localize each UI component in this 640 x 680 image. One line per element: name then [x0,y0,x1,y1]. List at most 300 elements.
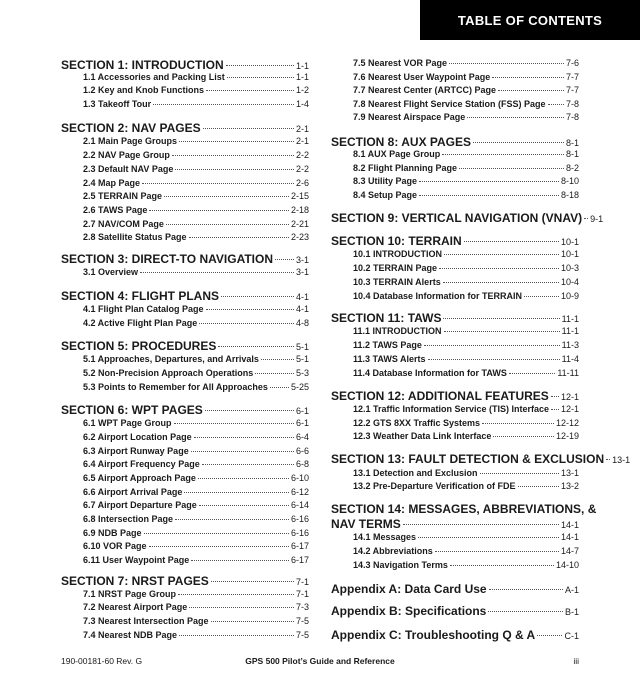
dot-leader [464,241,559,242]
toc-subsection-entry [61,354,309,364]
toc-subsection-entry [331,263,579,273]
toc-entry-page: 2-18 [290,205,309,215]
dot-leader [153,104,294,105]
toc-entry-page: 11-1 [561,326,579,336]
toc-subsection-entry [61,99,309,109]
toc-entry-page: 3-1 [295,255,309,265]
dot-leader [164,196,289,197]
toc-subsection-entry [61,191,309,201]
toc-entry-title: Appendix C: Troubleshooting Q & A [331,628,536,642]
toc-entry-page: 9-1 [590,214,604,224]
toc-entry-title: 6.11 User Waypoint Page [83,555,190,565]
footer-page-number: iii [573,656,579,666]
dot-leader [261,359,294,360]
dot-leader [199,323,294,324]
toc-entry-title: 6.4 Airport Frequency Page [83,459,200,469]
toc-entry-title: 1.3 Takeoff Tour [83,99,152,109]
toc-subsection-entry [61,602,309,612]
toc-entry-title: 2.8 Satellite Status Page [83,232,187,242]
toc-entry-page: 14-10 [555,560,579,570]
dot-leader [489,589,563,590]
toc-subsection-entry [61,487,309,497]
toc-subsection-entry [61,85,309,95]
toc-entry-title: SECTION 10: TERRAIN [331,234,462,248]
dot-leader [518,486,559,487]
toc-entry-title: 6.2 Airport Location Page [83,432,192,442]
dot-leader [179,635,294,636]
toc-entry-title: SECTION 3: DIRECT-TO NAVIGATION [61,252,274,266]
dot-leader [467,117,564,118]
toc-entry-page: 7-7 [565,72,579,82]
toc-subsection-entry [331,85,579,95]
dot-leader [174,423,294,424]
toc-entry-title: 12.1 Traffic Information Service (TIS) Interface [353,404,550,414]
toc-entry-page: 2-2 [295,150,309,160]
dot-leader [194,437,294,438]
toc-entry-title: 4.2 Active Flight Plan Page [83,318,198,328]
toc-entry-page: 6-17 [290,555,309,565]
toc-entry-page: 2-1 [295,136,309,146]
toc-subsection-entry [331,354,579,364]
dot-leader [493,436,554,437]
toc-entry-page: 11-11 [557,368,579,378]
toc-entry-title: 10.1 INTRODUCTION [353,249,443,259]
dot-leader [172,155,294,156]
toc-section-entry [331,604,579,618]
toc-entry-page: 4-8 [295,318,309,328]
toc-entry-page: 1-4 [295,99,309,109]
toc-entry-page: 7-8 [565,112,579,122]
toc-subsection-entry [331,368,579,378]
toc-subsection-entry [61,267,309,277]
toc-section-entry [61,339,309,353]
toc-entry-title: 2.5 TERRAIN Page [83,191,163,201]
toc-subsection-entry [61,446,309,456]
dot-leader [140,272,294,273]
toc-entry-page: 2-1 [295,124,309,134]
toc-subsection-entry [61,382,309,392]
dot-leader [149,546,289,547]
toc-entry-title: 2.2 NAV Page Group [83,150,170,160]
toc-subsection-entry [331,418,579,428]
toc-entry-page: 6-1 [295,406,309,416]
toc-entry-title: 14.1 Messages [353,532,417,542]
toc-subsection-entry [331,468,579,478]
toc-subsection-entry [61,205,309,215]
dot-leader [418,537,559,538]
toc-section-entry [61,252,309,266]
dot-leader [255,373,294,374]
dot-leader [443,282,559,283]
toc-entry-page: 2-2 [295,164,309,174]
toc-entry-title: NAV TERMS [331,517,401,531]
toc-subsection-entry [61,368,309,378]
toc-section-entry [331,234,579,248]
toc-entry-page: 4-1 [295,304,309,314]
toc-entry-page: 3-1 [295,267,309,277]
dot-leader [524,296,559,297]
toc-entry-title: SECTION 6: WPT PAGES [61,403,203,417]
toc-subsection-entry [61,473,309,483]
toc-entry-title: 11.4 Database Information for TAWS [353,368,507,378]
toc-entry-page: 12-19 [555,431,579,441]
dot-leader [419,195,559,196]
toc-subsection-entry [61,616,309,626]
dot-leader [548,104,564,105]
toc-section-entry [61,121,309,135]
toc-entry-title: 8.4 Setup Page [353,190,418,200]
toc-entry-title: 5.3 Points to Remember for All Approaches [83,382,268,392]
toc-entry-title: 6.7 Airport Departure Page [83,500,197,510]
toc-entry-page: 2-21 [290,219,309,229]
toc-entry-page: 14-1 [560,532,579,542]
toc-entry-title: 6.6 Airport Arrival Page [83,487,183,497]
toc-entry-page: 6-16 [290,528,309,538]
dot-leader [211,581,294,582]
toc-section-entry [331,389,579,403]
toc-entry-page: 7-8 [565,99,579,109]
dot-leader [439,268,559,269]
toc-entry-title: 2.4 Map Page [83,178,141,188]
toc-subsection-entry [331,546,579,556]
toc-subsection-entry [61,164,309,174]
toc-entry-title: Appendix B: Specifications [331,604,487,618]
toc-entry-title: 11.1 INTRODUCTION [353,326,442,336]
toc-entry-page: 8-2 [565,163,579,173]
dot-leader [443,318,559,319]
dot-leader [226,65,294,66]
toc-section-entry [331,502,597,516]
toc-subsection-entry [331,190,579,200]
toc-entry-page: 8-1 [565,138,579,148]
dot-leader [270,387,289,388]
dot-leader [203,128,294,129]
toc-entry-page: 2-23 [290,232,309,242]
toc-subsection-entry [331,163,579,173]
toc-entry-page: 14-1 [560,520,579,530]
toc-entry-title: 2.7 NAV/COM Page [83,219,164,229]
toc-entry-page: 12-12 [555,418,579,428]
toc-entry-page: B-1 [564,607,579,617]
dot-leader [275,259,294,260]
dot-leader [191,451,294,452]
toc-entry-page: 10-4 [560,277,579,287]
toc-subsection-entry [331,560,579,570]
toc-subsection-entry [331,112,579,122]
toc-entry-page: 11-4 [561,354,579,364]
dot-leader [442,154,564,155]
toc-subsection-entry [61,232,309,242]
toc-section-entry [331,135,579,149]
dot-leader [189,237,289,238]
toc-entry-page: 12-1 [560,404,579,414]
toc-entry-page: 5-1 [295,342,309,352]
toc-entry-page: 13-1 [560,468,579,478]
toc-subsection-entry [331,532,579,542]
dot-leader [606,459,610,460]
dot-leader [227,77,294,78]
toc-entry-title: SECTION 2: NAV PAGES [61,121,201,135]
toc-entry-page: 5-1 [295,354,309,364]
toc-entry-title: Appendix A: Data Card Use [331,582,487,596]
dot-leader [211,621,294,622]
toc-entry-title: SECTION 11: TAWS [331,311,442,325]
toc-subsection-entry [61,418,309,428]
toc-subsection-entry [331,481,579,491]
footer-title: GPS 500 Pilot’s Guide and Reference [245,656,395,666]
toc-subsection-entry [331,99,579,109]
dot-leader [184,492,289,493]
dot-leader [189,607,294,608]
header-title: TABLE OF CONTENTS [457,12,603,28]
toc-entry-page: 6-17 [290,541,309,551]
toc-entry-page: 1-1 [295,72,309,82]
toc-subsection-entry [331,326,579,336]
toc-entry-title: 7.8 Nearest Flight Service Station (FSS) Page [353,99,546,109]
dot-leader [482,423,554,424]
toc-entry-title: 11.2 TAWS Page [353,340,422,350]
toc-subsection-entry [61,432,309,442]
toc-entry-title: 7.3 Nearest Intersection Page [83,616,209,626]
toc-entry-page: 10-3 [560,263,579,273]
toc-entry-title: 10.2 TERRAIN Page [353,263,438,273]
toc-section-entry [331,452,631,466]
toc-subsection-entry [61,219,309,229]
toc-entry-page: 11-3 [561,340,579,350]
dot-leader [492,77,564,78]
toc-entry-title: SECTION 4: FLIGHT PLANS [61,289,220,303]
toc-subsection-entry [61,459,309,469]
toc-entry-title: 13.1 Detection and Exclusion [353,468,478,478]
toc-entry-page: 6-10 [290,473,309,483]
toc-entry-title: 2.6 TAWS Page [83,205,148,215]
dot-leader [488,611,563,612]
toc-entry-title: 2.1 Main Page Groups [83,136,178,146]
toc-subsection-entry [331,340,579,350]
dot-leader [403,524,559,525]
toc-entry-page: 6-16 [290,514,309,524]
toc-entry-page: 11-1 [561,314,579,324]
dot-leader [178,594,294,595]
dot-leader [205,410,294,411]
toc-entry-page: 7-6 [565,58,579,68]
toc-section-entry [61,58,309,72]
dot-leader [199,505,289,506]
dot-leader [480,473,559,474]
toc-entry-page: 8-1 [565,149,579,159]
toc-subsection-entry [61,589,309,599]
toc-entry-page: 7-1 [295,577,309,587]
dot-leader [175,169,294,170]
toc-subsection-entry [61,514,309,524]
toc-entry-title: 7.2 Nearest Airport Page [83,602,188,612]
toc-entry-title: 14.2 Abbreviations [353,546,433,556]
dot-leader [509,373,555,374]
dot-leader [179,141,294,142]
toc-entry-page: 1-1 [295,61,309,71]
toc-subsection-entry [61,150,309,160]
toc-subsection-entry [61,304,309,314]
toc-entry-page: 6-4 [295,432,309,442]
dot-leader [584,218,588,219]
toc-entry-page: C-1 [564,631,579,641]
toc-entry-page: 2-15 [290,191,309,201]
toc-entry-title: 2.3 Default NAV Page [83,164,174,174]
toc-entry-title: 10.4 Database Information for TERRAIN [353,291,523,301]
dot-leader [419,181,559,182]
toc-entry-title: 7.1 NRST Page Group [83,589,177,599]
toc-entry-title: 7.4 Nearest NDB Page [83,630,178,640]
toc-entry-page: 2-6 [295,178,309,188]
toc-subsection-entry [61,136,309,146]
toc-entry-title: SECTION 14: MESSAGES, ABBREVIATIONS, & [331,502,597,516]
toc-entry-title: 6.8 Intersection Page [83,514,174,524]
toc-subsection-entry [331,404,579,414]
dot-leader [149,210,289,211]
toc-entry-title: 14.3 Navigation Terms [353,560,448,570]
toc-entry-title: 7.5 Nearest VOR Page [353,58,448,68]
toc-entry-page: 10-1 [560,249,579,259]
dot-leader [144,533,289,534]
toc-entry-title: 8.3 Utility Page [353,176,418,186]
toc-entry-title: 1.1 Accessories and Packing List [83,72,225,82]
toc-entry-page: 6-8 [295,459,309,469]
toc-subsection-entry [61,500,309,510]
toc-entry-title: SECTION 13: FAULT DETECTION & EXCLUSION [331,452,605,466]
toc-section-entry [61,574,309,588]
toc-entry-title: 3.1 Overview [83,267,139,277]
toc-entry-page: A-1 [564,585,579,595]
dot-leader [444,331,560,332]
toc-entry-title: 8.1 AUX Page Group [353,149,441,159]
toc-entry-title: SECTION 9: VERTICAL NAVIGATION (VNAV) [331,211,583,225]
dot-leader [551,396,559,397]
toc-entry-title: 4.1 Flight Plan Catalog Page [83,304,204,314]
toc-entry-title: 8.2 Flight Planning Page [353,163,458,173]
dot-leader [175,519,289,520]
dot-leader [473,142,564,143]
table-of-contents-header [420,0,640,40]
dot-leader [537,635,562,636]
dot-leader [218,346,294,347]
toc-entry-page: 10-9 [560,291,579,301]
dot-leader [191,560,289,561]
toc-entry-title: 13.2 Pre-Departure Verification of FDE [353,481,516,491]
dot-leader [206,90,294,91]
toc-entry-page: 7-5 [295,616,309,626]
toc-subsection-entry [331,277,579,287]
toc-entry-page: 8-18 [560,190,579,200]
toc-section-entry [61,403,309,417]
toc-subsection-entry [61,630,309,640]
toc-entry-page: 13-1 [612,455,631,465]
toc-entry-page: 5-3 [295,368,309,378]
toc-entry-page: 8-10 [560,176,579,186]
dot-leader [444,254,559,255]
toc-subsection-entry [61,528,309,538]
dot-leader [206,309,294,310]
toc-entry-title: SECTION 8: AUX PAGES [331,135,472,149]
toc-entry-page: 6-12 [290,487,309,497]
dot-leader [221,296,294,297]
dot-leader [459,168,564,169]
dot-leader [449,63,564,64]
toc-entry-title: 11.3 TAWS Alerts [353,354,426,364]
dot-leader [142,183,294,184]
toc-entry-title: 12.2 GTS 8XX Traffic Systems [353,418,481,428]
toc-entry-page: 13-2 [560,481,579,491]
toc-section-entry [331,311,579,325]
dot-leader [435,551,559,552]
toc-section-entry [331,517,579,531]
toc-entry-page: 6-1 [295,418,309,428]
dot-leader [424,345,560,346]
toc-entry-title: 7.9 Nearest Airspace Page [353,112,466,122]
toc-section-entry [61,289,309,303]
toc-entry-page: 7-1 [295,589,309,599]
toc-entry-title: SECTION 7: NRST PAGES [61,574,209,588]
toc-entry-page: 5-25 [290,382,309,392]
toc-subsection-entry [61,178,309,188]
toc-subsection-entry [331,431,579,441]
dot-leader [498,90,564,91]
toc-entry-page: 4-1 [295,292,309,302]
dot-leader [166,224,289,225]
toc-subsection-entry [61,72,309,82]
toc-subsection-entry [331,176,579,186]
toc-subsection-entry [61,541,309,551]
toc-entry-page: 7-3 [295,602,309,612]
dot-leader [198,478,289,479]
toc-subsection-entry [331,149,579,159]
toc-subsection-entry [331,72,579,82]
toc-subsection-entry [331,249,579,259]
toc-section-entry [331,211,604,225]
dot-leader [428,359,560,360]
toc-section-entry [331,628,579,642]
footer-doc-number: 190-00181-60 Rev. G [61,656,143,666]
toc-entry-title: 5.2 Non-Precision Approach Operations [83,368,254,378]
toc-entry-title: 6.3 Airport Runway Page [83,446,189,456]
dot-leader [551,409,559,410]
dot-leader [202,464,294,465]
toc-entry-title: 5.1 Approaches, Departures, and Arrivals [83,354,259,364]
toc-entry-title: 6.10 VOR Page [83,541,147,551]
toc-entry-page: 6-6 [295,446,309,456]
toc-entry-page: 1-2 [295,85,309,95]
toc-entry-title: 6.5 Airport Approach Page [83,473,196,483]
toc-entry-title: 1.2 Key and Knob Functions [83,85,205,95]
toc-subsection-entry [61,318,309,328]
toc-subsection-entry [61,555,309,565]
toc-entry-title: 6.9 NDB Page [83,528,142,538]
toc-entry-title: SECTION 5: PROCEDURES [61,339,217,353]
toc-entry-page: 10-1 [560,237,579,247]
toc-subsection-entry [331,58,579,68]
toc-entry-page: 7-7 [565,85,579,95]
toc-entry-page: 6-14 [290,500,309,510]
toc-entry-title: 6.1 WPT Page Group [83,418,172,428]
toc-entry-title: 12.3 Weather Data Link Interface [353,431,492,441]
toc-entry-title: SECTION 1: INTRODUCTION [61,58,224,72]
toc-section-entry [331,582,579,596]
toc-entry-title: SECTION 12: ADDITIONAL FEATURES [331,389,549,403]
toc-entry-title: 7.7 Nearest Center (ARTCC) Page [353,85,497,95]
toc-subsection-entry [331,291,579,301]
toc-entry-title: 10.3 TERRAIN Alerts [353,277,441,287]
toc-entry-page: 7-5 [295,630,309,640]
toc-entry-page: 14-7 [560,546,579,556]
